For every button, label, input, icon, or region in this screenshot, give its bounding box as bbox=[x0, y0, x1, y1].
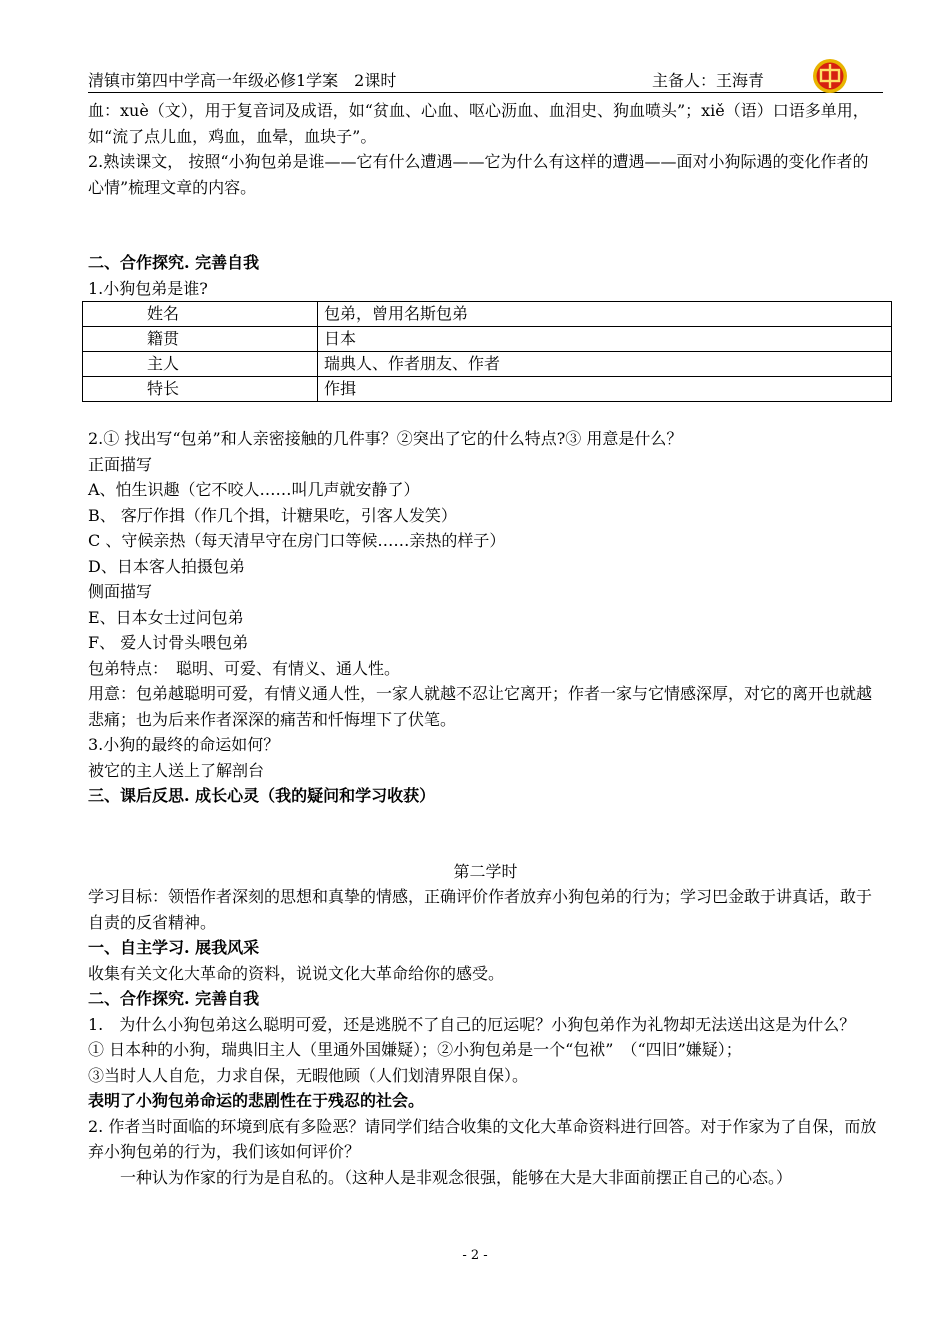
section-heading-cooperation-2: 二、合作探究. 完善自我 bbox=[88, 989, 260, 1008]
table-key: 主人 bbox=[83, 352, 318, 377]
lesson2-answer-1-line2: ③当时人人自危，力求自保，无暇他顾（人们划清界限自保）。 bbox=[88, 1065, 529, 1085]
list-item: F、 爱人讨骨头喂包弟 bbox=[88, 633, 249, 652]
question-1: 1.小狗包弟是谁? bbox=[88, 278, 208, 298]
table-row bbox=[83, 302, 892, 327]
header-school-title: 清镇市第四中学高一年级必修1学案 2课时 bbox=[88, 71, 397, 90]
self-study-task: 收集有关文化大革命的资料，说说文化大革命给你的感受。 bbox=[88, 963, 505, 983]
table-key: 特长 bbox=[83, 377, 318, 402]
lesson-2-title: 第二学时 bbox=[453, 861, 518, 881]
table-key: 姓名 bbox=[83, 302, 318, 327]
table-value: 包弟，曾用名斯包弟 bbox=[318, 302, 892, 327]
table-row bbox=[83, 327, 892, 352]
document-body bbox=[88, 98, 883, 1190]
table-value: 作揖 bbox=[318, 377, 892, 402]
table-value: 日本 bbox=[318, 327, 892, 352]
section-heading-self-study: 一、自主学习. 展我风采 bbox=[88, 938, 260, 957]
table-row bbox=[83, 377, 892, 402]
lesson2-question-2: 2. 作者当时面临的环境到底有多险恶？请同学们结合收集的文化大革命资料进行回答。对于作家为了自保，而放弃小狗包弟的行为，我们该如何评价？ bbox=[88, 1116, 877, 1161]
learning-goal: 学习目标：领悟作者深刻的思想和真挚的情感，正确评价作者放弃小狗包弟的行为；学习巴金敢于讲真话，敢于自责的反省精神。 bbox=[88, 887, 873, 932]
list-item: A、怕生识趣（它不咬人……叫几声就安静了） bbox=[88, 480, 420, 499]
side-description-title: 侧面描写 bbox=[88, 582, 153, 601]
paragraph-blood-pronunciation: 血：xuè（文），用于复音词及成语，如“贫血、心血、呕心沥血、血泪史、狗血喷头”；xiě（语）口语多单用，如“流了点儿血，鸡血，血晕，血块子”。 bbox=[88, 101, 869, 146]
purpose-paragraph: 用意：包弟越聪明可爱，有情义通人性，一家人就越不忍让它离开；作者一家与它情感深厚，对它的离开也就越悲痛；也为后来作者深深的痛苦和忏悔埋下了伏笔。 bbox=[88, 684, 873, 729]
list-item: C 、守候亲热（每天清早守在房门口等候……亲热的样子） bbox=[88, 531, 506, 550]
dog-traits: 包弟特点： 聪明、可爱、有情义、通人性。 bbox=[88, 658, 401, 678]
lesson2-question-1: 1. 为什么小狗包弟这么聪明可爱，还是逃脱不了自己的厄运呢？小狗包弟作为礼物却无法送出这是为什么？ bbox=[88, 1014, 856, 1034]
section-heading-cooperation: 二、合作探究. 完善自我 bbox=[88, 253, 260, 272]
answer-3: 被它的主人送上了解剖台 bbox=[88, 760, 265, 780]
table-key: 籍贯 bbox=[83, 327, 318, 352]
lesson2-answer-1-line1: ① 日本种的小狗，瑞典旧主人（里通外国嫌疑）；②小狗包弟是一个“包袱” （“四旧”嫌疑）； bbox=[88, 1040, 742, 1059]
question-2: 2.① 找出写“包弟”和人亲密接触的几件事？②突出了它的什么特点?③ 用意是什么？ bbox=[88, 429, 683, 448]
lesson2-answer-2: 一种认为作家的行为是自私的。（这种人是非观念很强，能够在大是大非面前摆正自己的心态。） bbox=[120, 1167, 793, 1187]
lesson2-conclusion: 表明了小狗包弟命运的悲剧性在于残忍的社会。 bbox=[88, 1091, 425, 1110]
question-3: 3.小狗的最终的命运如何？ bbox=[88, 735, 280, 754]
section-heading-reflection: 三、课后反思. 成长心灵（我的疑问和学习收获） bbox=[88, 786, 436, 805]
table-value: 瑞典人、作者朋友、作者 bbox=[318, 352, 892, 377]
header-author: 主备人：王海青 bbox=[652, 71, 765, 90]
paragraph-reading-task: 2.熟读课文， 按照“小狗包弟是谁——它有什么遭遇——它为什么有这样的遭遇——面对小狗际遇的变化作者的心情”梳理文章的内容。 bbox=[88, 152, 869, 197]
list-item: B、 客厅作揖（作几个揖，计糖果吃，引客人发笑） bbox=[88, 505, 457, 525]
table-row bbox=[83, 352, 892, 377]
list-item: D、日本客人拍摄包弟 bbox=[88, 556, 245, 576]
page-number: - 2 - bbox=[462, 1248, 488, 1263]
front-description-title: 正面描写 bbox=[88, 454, 153, 474]
list-item: E、日本女士过问包弟 bbox=[88, 607, 244, 627]
page-header bbox=[88, 64, 883, 93]
school-logo-icon bbox=[812, 58, 848, 94]
dog-info-table bbox=[82, 301, 892, 402]
